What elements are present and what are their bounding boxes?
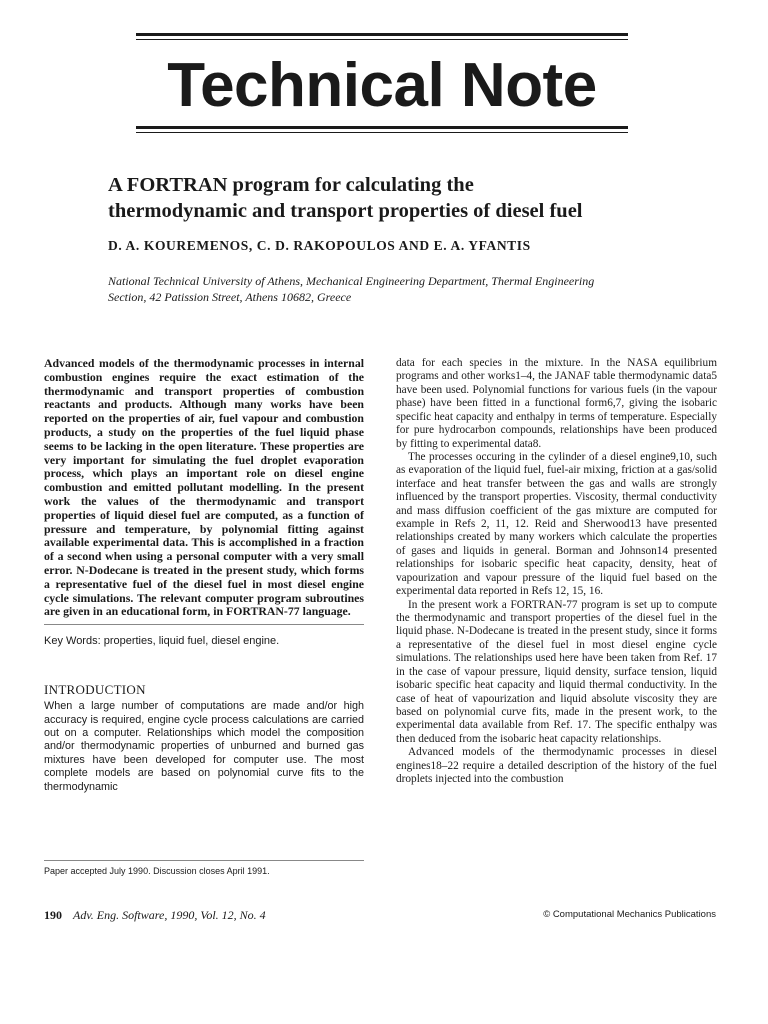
publisher-notice: © Computational Mechanics Publications [543, 909, 716, 920]
page-number: 190 [44, 908, 62, 922]
right-column [396, 357, 717, 787]
paragraph-1: data for each species in the mixture. In the NASA equilibrium programs and other works1–4, the JANAF table thermodynamic data5 have been used. Polynomial functions for various fuels (in the vapour phase) have been fitted in a functional form6,7, giving the isobaric specific heat capacity and enthalpy in terms of temperature. Especially for pure hydrocarbon compounds, relationships have been produced by fitting to experimental data8. [396, 357, 717, 450]
article-title-line-2: thermodynamic and transport properties of diesel fuel [108, 200, 583, 222]
introduction-body: When a large number of computations are made and/or high accuracy is required, engine cycle process calculations are carried out on a computer. Relationships which model the composition and/or thermodynamic properties of unburned and burned gas mixtures have been developed for computer use. The most complete models are based on polynomial curve fits to the thermodynamic [44, 700, 364, 793]
article-title [108, 172, 708, 224]
paragraph-2: The processes occuring in the cylinder of a diesel engine9,10, such as evaporation of the liquid fuel, fuel-air mixing, friction at a gas/solid interface and heat transfer between the gas and walls are strongly influenced by the transport properties. Viscosity, thermal conductivity and mass diffusion coefficient of the gas mixture are computed for example in Refs 2, 11, 12. Reid and Sherwood13 have presented relationships created by many workers which calculate the properties of gases and liquids in general. Borman and Johnson14 presented relationships for isobaric specific heat capacity, density, heat of vapourization and vapour pressure of the liquid fuel based on the experimental data reported in Refs 12, 15, 16. [396, 450, 717, 598]
masthead-rule-bottom-thin [136, 132, 628, 133]
masthead-rule-top-thin [136, 39, 628, 40]
paragraph-4: Advanced models of the thermodynamic processes in diesel engines18–22 require a detailed description of the history of the fuel droplets injected into the combustion [396, 746, 717, 786]
page-footer-citation [44, 908, 266, 923]
masthead-rule-bottom-thick [136, 126, 628, 129]
left-column [44, 357, 364, 794]
footnote-text: Paper accepted July 1990. Discussion closes April 1991. [44, 866, 270, 876]
masthead-title: Technical Note [167, 51, 597, 120]
footnote [44, 860, 364, 876]
masthead-rule-top-thick [136, 33, 628, 36]
article-title-line-1: A FORTRAN program for calculating the [108, 174, 474, 196]
journal-citation: Adv. Eng. Software, 1990, Vol. 12, No. 4 [73, 908, 266, 922]
article-authors: D. A. KOUREMENOS, C. D. RAKOPOULOS AND E. A. YFANTIS [108, 238, 531, 253]
abstract-divider [44, 624, 364, 625]
footnote-divider [44, 860, 364, 861]
abstract: Advanced models of the thermodynamic processes in internal combustion engines require the exact estimation of the thermodynamic and transport properties of combustion reactants and products. Although many works have been reported on the properties of air, fuel vapour and combustion products, a study on the properties of the fuel liquid phase seems to be lacking in the open literature. These properties are very important for simulating the fuel droplet evaporation process, which plays an important role on diesel engine combustion and emitted pollutant modelling. In the present work the values of the thermodynamic and transport properties of liquid diesel fuel are computed, as a function of pressure and temperature, by polynomial fitting against available experimental data. This is accomplished in a fraction of a second when using a personal computer with a very small error. N-Dodecane is treated in the present study, which forms a representative fuel of the diesel fuel in most diesel engine cycle simulations. The relevant computer program subroutines are given in an educational form, in FORTRAN-77 language. [44, 356, 364, 619]
paragraph-3: In the present work a FORTRAN-77 program is set up to compute the thermodynamic and transport properties of the diesel fuel in the liquid phase. N-Dodecane is treated in the present study, since it forms a representative of the diesel fuel in most diesel engine cycle simulations. The relationships used here have been taken from Ref. 17 in the case of vapour pressure, liquid density, surface tension, liquid isobaric specific heat capacity and liquid thermal conductivity. In the case of heat of vapourization and liquid absolute viscosity they are based on polynomial curve fits, made in the present work, to the experimental data available from Ref. 17. The specific enthalpy was then deduced from the isobaric heat capacity relationships. [396, 598, 717, 745]
article-affiliation: National Technical University of Athens, Mechanical Engineering Department, Thermal Engineering Section, 42 Patission Street, Athens 10682, Greece [108, 274, 595, 304]
introduction-heading: INTRODUCTION [44, 681, 146, 697]
keywords: Key Words: properties, liquid fuel, diesel engine. [44, 635, 280, 648]
